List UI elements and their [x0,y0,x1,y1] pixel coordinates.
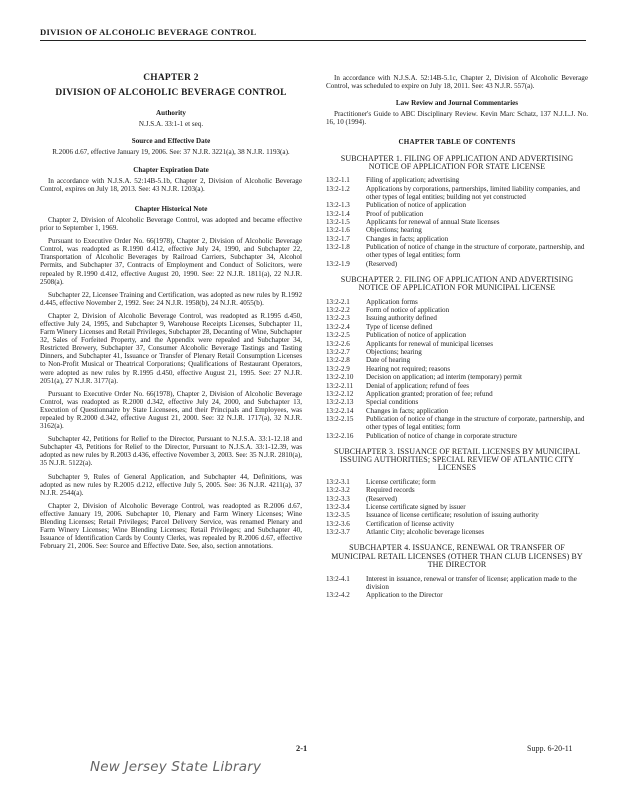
section-title: License certificate; form [366,477,436,486]
section-title: Application to the Director [366,591,443,599]
section-number: 13:2-2.16 [326,431,354,440]
toc-entry [326,185,588,201]
section-title: Required records [366,486,415,495]
history-paragraph: Pursuant to Executive Order No. 66(1978), Chapter 2, Division of Alcoholic Beverage Control, was readopted as R.2000 d.342, effective July 24, 2000, and Subchapter 13, Execution of Questionnaire by State Licensees, and their Principals and Employees, was repealed by R.2000 d.342, effective August 21, 2000. See: 32 N.J.R. 1717(a), 32 N.J.R. 3162(a). [40,389,302,431]
section-number: 13:2-4.1 [326,574,350,583]
section-title: Interest in issuance, renewal or transfer of license; application made to the division [366,574,577,591]
section-title: (Reserved) [366,494,398,503]
toc-entry [326,176,588,184]
section-title: Publication of notice of change in the structure of corporate, partnership, and other types of legal entities; form [366,415,585,432]
section-title: (Reserved) [366,259,398,268]
section-number: 13:2-1.2 [326,184,350,193]
section-number: 13:2-2.13 [326,398,354,407]
toc-entry [326,235,588,243]
toc-entry [326,348,588,356]
section-number: 13:2-1.4 [326,209,350,218]
section-title: Hearing not required; reasons [366,364,451,373]
history-paragraph: Subchapter 42, Petitions for Relief to the Director, Pursuant to N.J.S.A. 33:1-12.18 and Subchapter 43, Petitions for Relief to the Director, Pursuant to N.J.S.A. 33:1-12.39, was adopted as new rules by R.2003 d.436, effective November 3, 2003. See: 35 N.J.R. 2810(a), 35 N.J.R. 5122(a). [40,435,302,468]
section-number: 13:2-2.12 [326,389,354,398]
section-title: Application forms [366,297,418,306]
library-watermark: New Jersey State Library [90,759,262,775]
section-title: Issuing authority defined [366,314,437,323]
section-number: 13:2-2.15 [326,415,354,424]
left-column [40,74,302,555]
toc-entry [326,415,588,431]
section-title: Form of notice of application [366,305,450,314]
toc-entry [326,591,588,599]
expiry-note: In accordance with N.J.S.A. 52:14B-5.1c, Chapter 2, Division of Alcoholic Beverage Control, was scheduled to expire on July 18, 2011. See: 43 N.J.R. 557(a). [326,74,588,91]
toc-entry [326,243,588,259]
section-number: 13:2-3.2 [326,486,350,495]
section-number: 13:2-2.9 [326,364,350,373]
section-number: 13:2-1.9 [326,259,350,268]
toc-entry [326,511,588,519]
toc-entry [326,323,588,331]
toc-entry [326,260,588,268]
section-title: Objections; hearing [366,347,422,356]
toc-entry [326,528,588,536]
section-title: Applicants for renewal of municipal licenses [366,339,494,348]
section-number: 13:2-2.6 [326,339,350,348]
history-paragraph: Subchapter 22, Licensee Training and Certification, was adopted as new rules by R.1992 d.445, effective November 2, 1992. See: 24 N.J.R. 1958(b), 24 N.J.R. 4055(b). [40,290,302,307]
subchapter-title: SUBCHAPTER 3. ISSUANCE OF RETAIL LICENSES BY MUNICIPAL ISSUING AUTHORITIES; SPECIAL REVIEW OF ATLANTIC CITY LICENSES [333,446,581,473]
source-text: R.2006 d.67, effective January 19, 2006. See: 37 N.J.R. 3221(a), 38 N.J.R. 1193(a). [52,148,290,157]
section-title: Decision on application; ad interim (temporary) permit [366,373,523,382]
section-number: 13:2-2.2 [326,305,350,314]
history-paragraph: Pursuant to Executive Order No. 66(1978), Chapter 2, Division of Alcoholic Beverage Control, was readopted as R.1990 d.412, effective July 24, 1990, and Subchapter 22, Transportation of Alcoholic Beverages by Railroad Carriers, Subchapter 34, Alcohol Permits, and Subchapter 37, Contracts of Employment and Conduct of Solicitors, were repealed by R.1990 d.412, effective August 20, 1990. See: 22 N.J.R. 1811(a), 22 N.J.R. 2508(a). [40,237,302,286]
section-number: 13:2-3.4 [326,503,350,512]
section-number: 13:2-3.3 [326,494,350,503]
authority-heading: Authority [156,109,186,118]
toc-entry [326,298,588,306]
toc-entry [326,340,588,348]
toc-entry [326,432,588,440]
section-number: 13:2-1.7 [326,234,350,243]
section-number: 13:2-2.8 [326,356,350,365]
toc-entry [326,390,588,398]
section-number: 13:2-2.4 [326,322,350,331]
section-number: 13:2-1.3 [326,201,350,210]
toc-entry [326,306,588,314]
subchapter-title: SUBCHAPTER 4. ISSUANCE, RENEWAL OR TRANSFER OF MUNICIPAL RETAIL LICENSES (OTHER THAN CLUB LICENSES) BY THE DIRECTOR [331,543,583,570]
supplement-date: Supp. 6-20-11 [527,744,573,753]
history-paragraph: Chapter 2, Division of Alcoholic Beverage Control, was readopted as R.1995 d.450, effective July 24, 1995, and Subchapter 9, Warehouse Receipts Licenses, Subchapter 11, Farm Winery Licenses and Retail Privileges, Subchapter 28, Decanting of Wine, Subchapter 32, Sales of Forfeited Property, and the Appendix were repealed and Subchapter 34, Restricted Brewery, Subchapter 37, Consumer Alcoholic Beverage Tastings and Tasting Dinners, and Subchapter 41, Issuance or Transfer of Plenary Retail Consumption Licenses to Non-Profit Musical or Theatrical Corporations; Qualifications of Restaurant Operators, were adopted as new rules by R.1995 d.450, effective August 21, 1995. See: 27 N.J.R. 2051(a), 27 N.J.R. 3177(a). [40,311,302,385]
section-number: 13:2-3.5 [326,511,350,520]
toc-heading: CHAPTER TABLE OF CONTENTS [398,138,516,147]
section-title: Type of license defined [366,322,433,331]
history-paragraph: Chapter 2, Division of Alcoholic Beverage Control, was adopted and became effective prior to September 1, 1969. [40,215,302,233]
section-title: Special conditions [366,398,419,407]
law-review-heading: Law Review and Journal Commentaries [395,99,519,108]
toc-entry [326,314,588,322]
toc-entry [326,486,588,494]
toc-entry [326,520,588,528]
section-title: License certificate signed by issuer [366,503,466,512]
subchapter-title: SUBCHAPTER 1. FILING OF APPLICATION AND ADVERTISING NOTICE OF APPLICATION FOR STATE LICENSE [340,153,574,171]
history-heading: Chapter Historical Note [134,204,208,213]
expiration-heading: Chapter Expiration Date [133,165,209,174]
section-number: 13:2-3.6 [326,519,350,528]
toc-entry [326,226,588,234]
section-number: 13:2-1.6 [326,226,350,235]
section-title: Applicants for renewal of annual State licenses [366,218,500,227]
toc-entry [326,331,588,339]
section-number: 13:2-2.3 [326,314,350,323]
history-paragraph: Subchapter 9, Rules of General Application, and Subchapter 44, Definitions, was adopted as new rules by R.2005 d.212, effective July 5, 2005. See: 36 N.J.R. 4211(a), 37 N.J.R. 2544(a). [40,472,302,497]
toc-entry [326,503,588,511]
section-title: Date of hearing [366,356,411,365]
chapter-title: DIVISION OF ALCOHOLIC BEVERAGE CONTROL [55,88,287,99]
section-title: Filing of application; advertising [366,176,460,185]
section-title: Changes in facts; application [366,406,449,415]
section-title: Publication of notice of change in corporate structure [366,431,518,440]
law-review-text: Practitioner's Guide to ABC Disciplinary Review. Kevin Marc Schatz, 137 N.J.L.J. No. 16, 10 (1994). [326,110,588,127]
section-title: Atlantic City; alcoholic beverage licenses [366,528,485,537]
section-number: 13:2-2.14 [326,406,354,415]
toc-entry [326,201,588,209]
section-number: 13:2-2.10 [326,373,354,382]
section-number: 13:2-2.11 [326,381,354,390]
authority-text: N.J.S.A. 33:1-1 et seq. [138,120,204,129]
toc-entry [326,218,588,226]
section-title: Applications by corporations, partnerships, limited liability companies, and other types of legal entities; building not yet constructed [366,184,580,201]
section-title: Publication of notice of application [366,331,467,340]
section-number: 13:2-2.5 [326,331,350,340]
section-title: Denial of application; refund of fees [366,381,470,390]
page-number: 2-1 [296,744,308,753]
toc-entry [326,373,588,381]
subchapter-title: SUBCHAPTER 2. FILING OF APPLICATION AND ADVERTISING NOTICE OF APPLICATION FOR MUNICIPAL LICENSE [340,274,574,293]
chapter-label: CHAPTER 2 [143,73,199,83]
section-title: Changes in facts; application [366,234,449,243]
section-number: 13:2-3.1 [326,477,350,486]
toc-entry [326,407,588,415]
section-number: 13:2-2.7 [326,347,350,356]
section-number: 13:2-2.1 [326,297,350,306]
toc-entry [326,210,588,218]
section-number: 13:2-1.1 [326,176,350,185]
toc-entry [326,398,588,406]
header-rule [40,40,586,41]
table-of-contents [326,155,588,600]
section-title: Proof of publication [366,209,424,218]
section-number: 13:2-1.5 [326,218,350,227]
section-title: Certification of license activity [366,519,455,528]
toc-entry [326,478,588,486]
section-number: 13:2-1.8 [326,243,350,252]
section-title: Publication of notice of application [366,201,467,210]
section-title: Objections; hearing [366,226,422,235]
section-title: Publication of notice of change in the structure of corporate, partnership, and other types of legal entities; form [366,243,585,260]
toc-entry [326,382,588,390]
running-head: DIVISION OF ALCOHOLIC BEVERAGE CONTROL [40,27,257,37]
toc-entry [326,365,588,373]
section-number: 13:2-3.7 [326,528,350,537]
section-number: 13:2-4.2 [326,591,350,599]
toc-entry [326,356,588,364]
expiration-text: In accordance with N.J.S.A. 52:14B-5.1b, Chapter 2, Division of Alcoholic Beverage Control, expires on July 18, 2013. See: 43 N.J.R. 1203(a). [40,176,302,193]
section-title: Issuance of license certificate; resolution of issuing authority [366,511,539,520]
toc-entry [326,575,588,591]
toc-entry [326,495,588,503]
source-heading: Source and Effective Date [131,137,211,146]
right-column [326,74,588,599]
history-paragraph: Chapter 2, Division of Alcoholic Beverage Control, was readopted as R.2006 d.67, effective January 19, 2006. Subchapter 10, Plenary and Farm Winery Licenses; Wine Blending Licenses; Retail Privileges; Parcel Delivery Service, was renamed Plenary and Farm Winery Licenses; Wine Blending Licenses; Retail Privileges; and Subchapter 40, Issuance of Identification Cards by County Clerks, was repealed by R.2006 d.67, effective February 21, 2006. See: Source and Effective Date. See, also, section annotations. [40,501,302,551]
section-title: Application granted; proration of fee; refund [366,389,493,398]
